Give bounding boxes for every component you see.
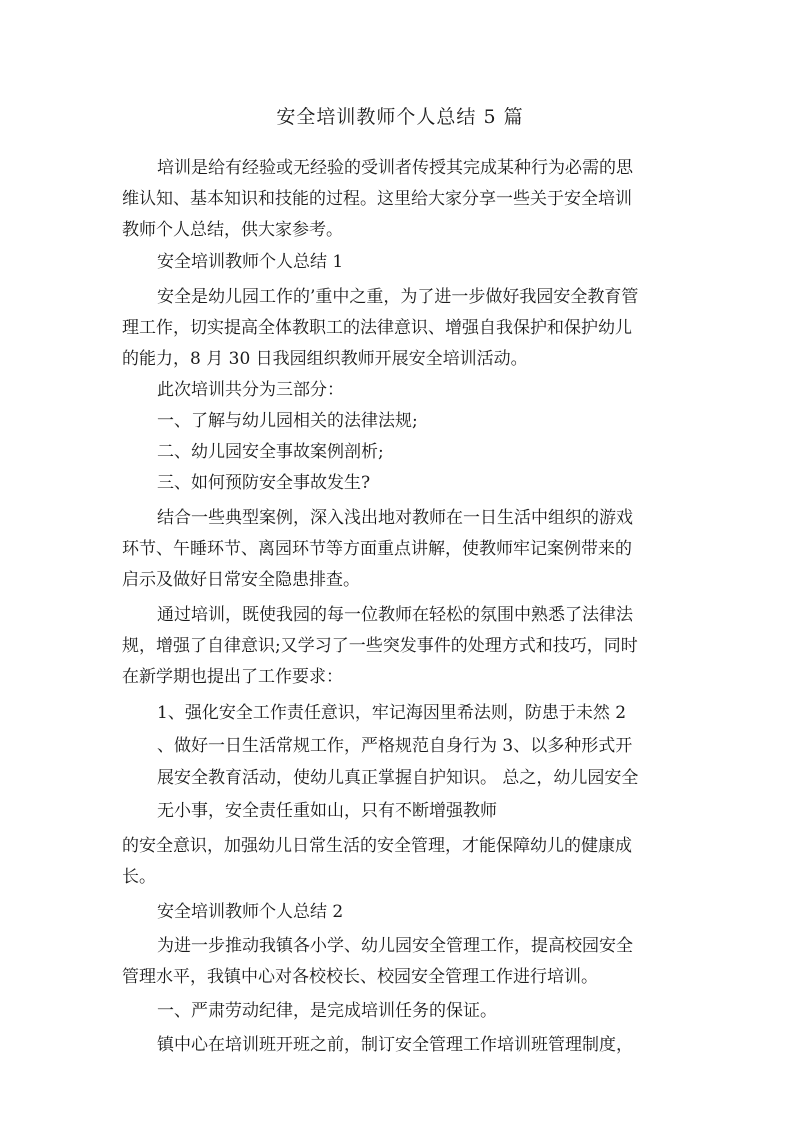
- paragraph-line: 的安全意识，加强幼儿日常生活的安全管理，才能保障幼儿的健康成: [122, 836, 632, 856]
- paragraph-line: 的能力，8 月 30 日我园组织教师开展安全培训活动。: [122, 349, 528, 369]
- paragraph-line: 环节、午睡环节、离园环节等方面重点讲解，使教师牢记案例带来的: [122, 539, 632, 559]
- paragraph-line: 在新学期也提出了工作要求：: [122, 667, 343, 687]
- paragraph-line: 结合一些典型案例，深入浅出地对教师在一日生活中组织的游戏: [157, 508, 633, 528]
- intro-line: 教师个人总结，供大家参考。: [122, 220, 343, 240]
- paragraph-line: 管理水平，我镇中心对各校校长、校园安全管理工作进行培训。: [122, 967, 598, 987]
- paragraph-line: 1、强化安全工作责任意识，牢记海因里希法则，防患于未然 2: [157, 703, 627, 723]
- intro-line: 培训是给有经验或无经验的受训者传授其完成某种行为必需的思: [157, 158, 633, 178]
- paragraph-line: 理工作，切实提高全体教职工的法律意识、增强自我保护和保护幼儿: [122, 318, 632, 338]
- section-heading: 安全培训教师个人总结 2: [157, 902, 344, 922]
- paragraph-line: 规，增强了自律意识;又学习了一些突发事件的处理方式和技巧，同时: [122, 636, 638, 656]
- paragraph-line: 为进一步推动我镇各小学、幼儿园安全管理工作，提高校园安全: [157, 936, 633, 956]
- document-title: 安全培训教师个人总结 5 篇: [276, 106, 524, 128]
- paragraph-line: 通过培训，既使我园的每一位教师在轻松的氛围中熟悉了法律法: [157, 605, 633, 625]
- paragraph-line: 镇中心在培训班开班之前，制订安全管理工作培训班管理制度，: [157, 1035, 633, 1055]
- paragraph-line: 此次培训共分为三部分：: [157, 380, 344, 400]
- list-item: 一、了解与幼儿园相关的法律法规;: [157, 411, 418, 431]
- list-item: 二、幼儿园安全事故案例剖析;: [157, 442, 384, 462]
- paragraph-line: 安全是幼儿园工作的’重中之重，为了进一步做好我园安全教育管: [157, 287, 639, 307]
- paragraph-line: 无小事，安全责任重如山，只有不断增强教师: [157, 801, 497, 821]
- paragraph-line: 一、严肃劳动纪律，是完成培训任务的保证。: [157, 1001, 497, 1021]
- section-heading: 安全培训教师个人总结 1: [157, 252, 344, 272]
- paragraph-line: 启示及做好日常安全隐患排查。: [122, 570, 360, 590]
- list-item: 三、如何预防安全事故发生?: [157, 473, 371, 493]
- intro-line: 维认知、基本知识和技能的过程。这里给大家分享一些关于安全培训: [122, 189, 632, 209]
- paragraph-line: 长。: [122, 867, 156, 887]
- paragraph-line: 展安全教育活动，使幼儿真正掌握自护知识。 总之，幼儿园安全: [157, 768, 639, 788]
- paragraph-line: 、做好一日生活常规工作，严格规范自身行为 3、以多种形式开: [157, 736, 633, 756]
